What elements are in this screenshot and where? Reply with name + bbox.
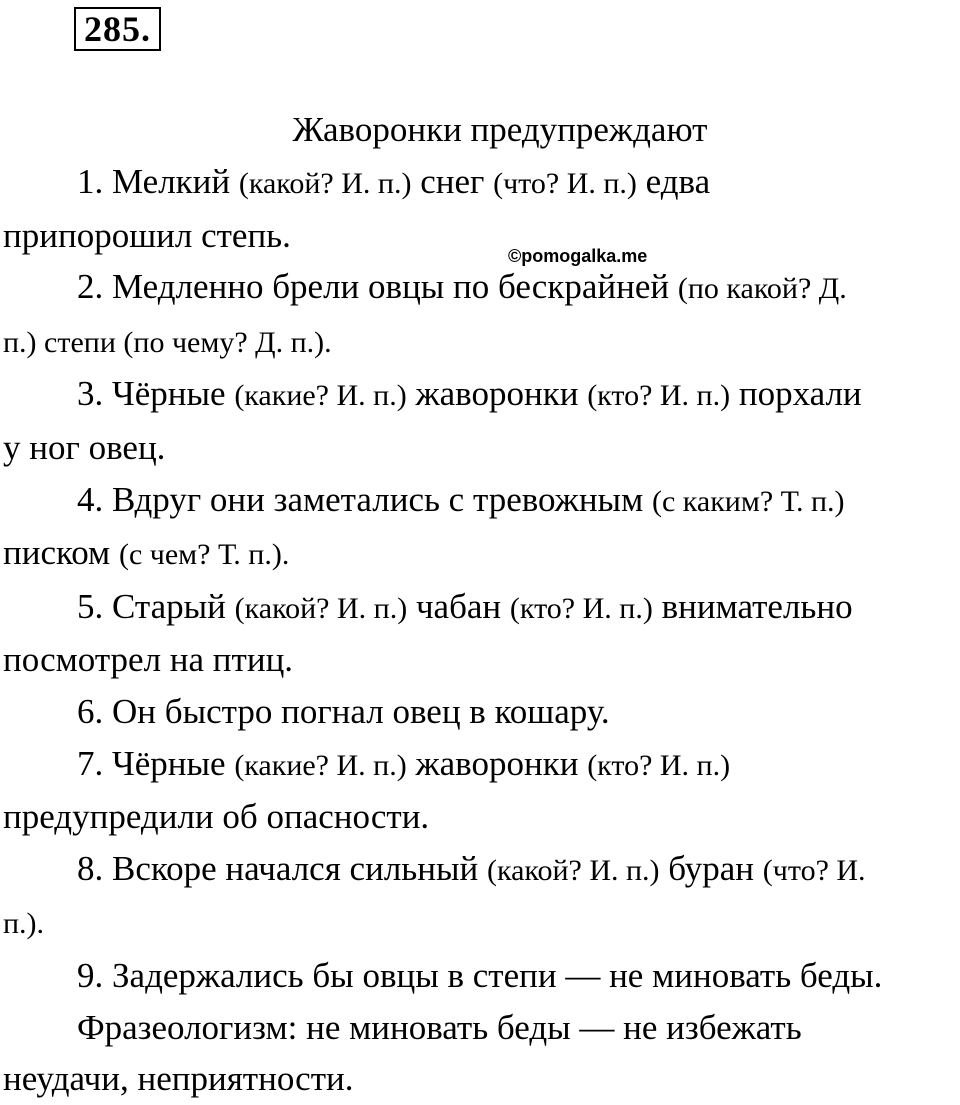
- text-line: [3, 896, 960, 950]
- text-body: [3, 156, 960, 1105]
- sentence-text: едва: [636, 162, 711, 201]
- grammar-annotation: (кто? И. п.): [587, 748, 731, 782]
- sentence-text: неудачи, неприятности.: [3, 1059, 354, 1099]
- sentence-text: 6. Он быстро погнал овец в кошару.: [77, 691, 610, 731]
- text-line: [3, 634, 960, 686]
- text-line: [3, 368, 960, 422]
- grammar-annotation: п.) степи (по чему? Д. п.).: [3, 325, 332, 359]
- grammar-annotation: (какие? И. п.): [234, 379, 407, 413]
- sentence-paragraph: [3, 156, 960, 261]
- grammar-annotation: (что? И. п.): [493, 167, 637, 200]
- exercise-number: 285.: [74, 7, 161, 51]
- sentence-paragraph: [3, 474, 960, 581]
- grammar-annotation: (какой? И. п.): [234, 591, 408, 625]
- text-line: [3, 527, 960, 581]
- sentence-paragraph: [3, 261, 960, 368]
- sentence-paragraph: [3, 581, 960, 686]
- text-title: Жаворонки предупреждают: [292, 110, 708, 149]
- text-line: [3, 422, 960, 474]
- sentence-text: припорошил степь.: [3, 215, 291, 255]
- sentence-paragraph: [3, 368, 960, 473]
- grammar-annotation: (кто? И. п.): [587, 379, 731, 413]
- sentence-text: 4. Вдруг они заметались с тревожным: [77, 479, 652, 519]
- sentence-text: писком: [3, 533, 119, 573]
- sentence-text: предупредили об опасности.: [3, 797, 430, 837]
- text-line: [3, 210, 960, 262]
- sentence-text: у ног овец.: [3, 427, 166, 467]
- sentence-paragraph: [3, 843, 960, 950]
- grammar-annotation: (что? И.: [762, 853, 866, 887]
- grammar-annotation: (с каким? Т. п.): [651, 484, 845, 518]
- text-line: [3, 156, 960, 210]
- grammar-annotation: (какой? И. п.): [486, 853, 660, 887]
- sentence-paragraph: [3, 1002, 960, 1105]
- sentence-text: 1. Мелкий: [77, 162, 239, 201]
- grammar-annotation: (какие? И. п.): [234, 748, 407, 782]
- sentence-text: жаворонки: [406, 743, 588, 783]
- sentence-paragraph: [3, 738, 960, 843]
- text-line: [3, 315, 960, 369]
- sentence-text: 3. Чёрные: [77, 374, 235, 414]
- grammar-annotation: п.).: [3, 907, 45, 941]
- grammar-annotation: (кто? И. п.): [509, 591, 653, 625]
- sentence-text: 9. Задержались бы овцы в степи — не миновать беды.: [77, 955, 883, 995]
- text-line: [3, 1002, 960, 1054]
- text-line: [3, 686, 960, 738]
- sentence-text: 7. Чёрные: [77, 743, 235, 783]
- text-line: [3, 581, 960, 635]
- sentence-text: посмотрел на птиц.: [3, 640, 294, 680]
- sentence-text: чабан: [407, 586, 510, 626]
- watermark-text: ©pomogalka.me: [508, 246, 648, 266]
- sentence-text: внимательно: [652, 586, 853, 626]
- sentence-text: буран: [659, 848, 763, 888]
- sentence-text: снег: [411, 162, 494, 201]
- grammar-annotation: (по какой? Д.: [677, 272, 847, 306]
- sentence-paragraph: [3, 950, 960, 1002]
- text-line: [3, 738, 960, 792]
- text-line: [3, 474, 960, 528]
- grammar-annotation: (с чем? Т. п.).: [118, 538, 290, 572]
- sentence-text: 5. Старый: [77, 586, 235, 626]
- text-line: [3, 950, 960, 1002]
- text-line: [3, 1053, 960, 1105]
- sentence-text: порхали: [730, 374, 862, 414]
- grammar-annotation: (какой? И. п.): [238, 167, 412, 200]
- text-line: [3, 791, 960, 843]
- text-line: [3, 261, 960, 315]
- sentence-text: 2. Медленно брели овцы по бескрайней: [77, 267, 678, 307]
- sentence-text: Фразеологизм: не миновать беды — не избежать: [77, 1007, 802, 1047]
- sentence-paragraph: [3, 686, 960, 738]
- text-line: [3, 843, 960, 897]
- sentence-text: 8. Вскоре начался сильный: [77, 848, 487, 888]
- sentence-text: жаворонки: [406, 374, 588, 414]
